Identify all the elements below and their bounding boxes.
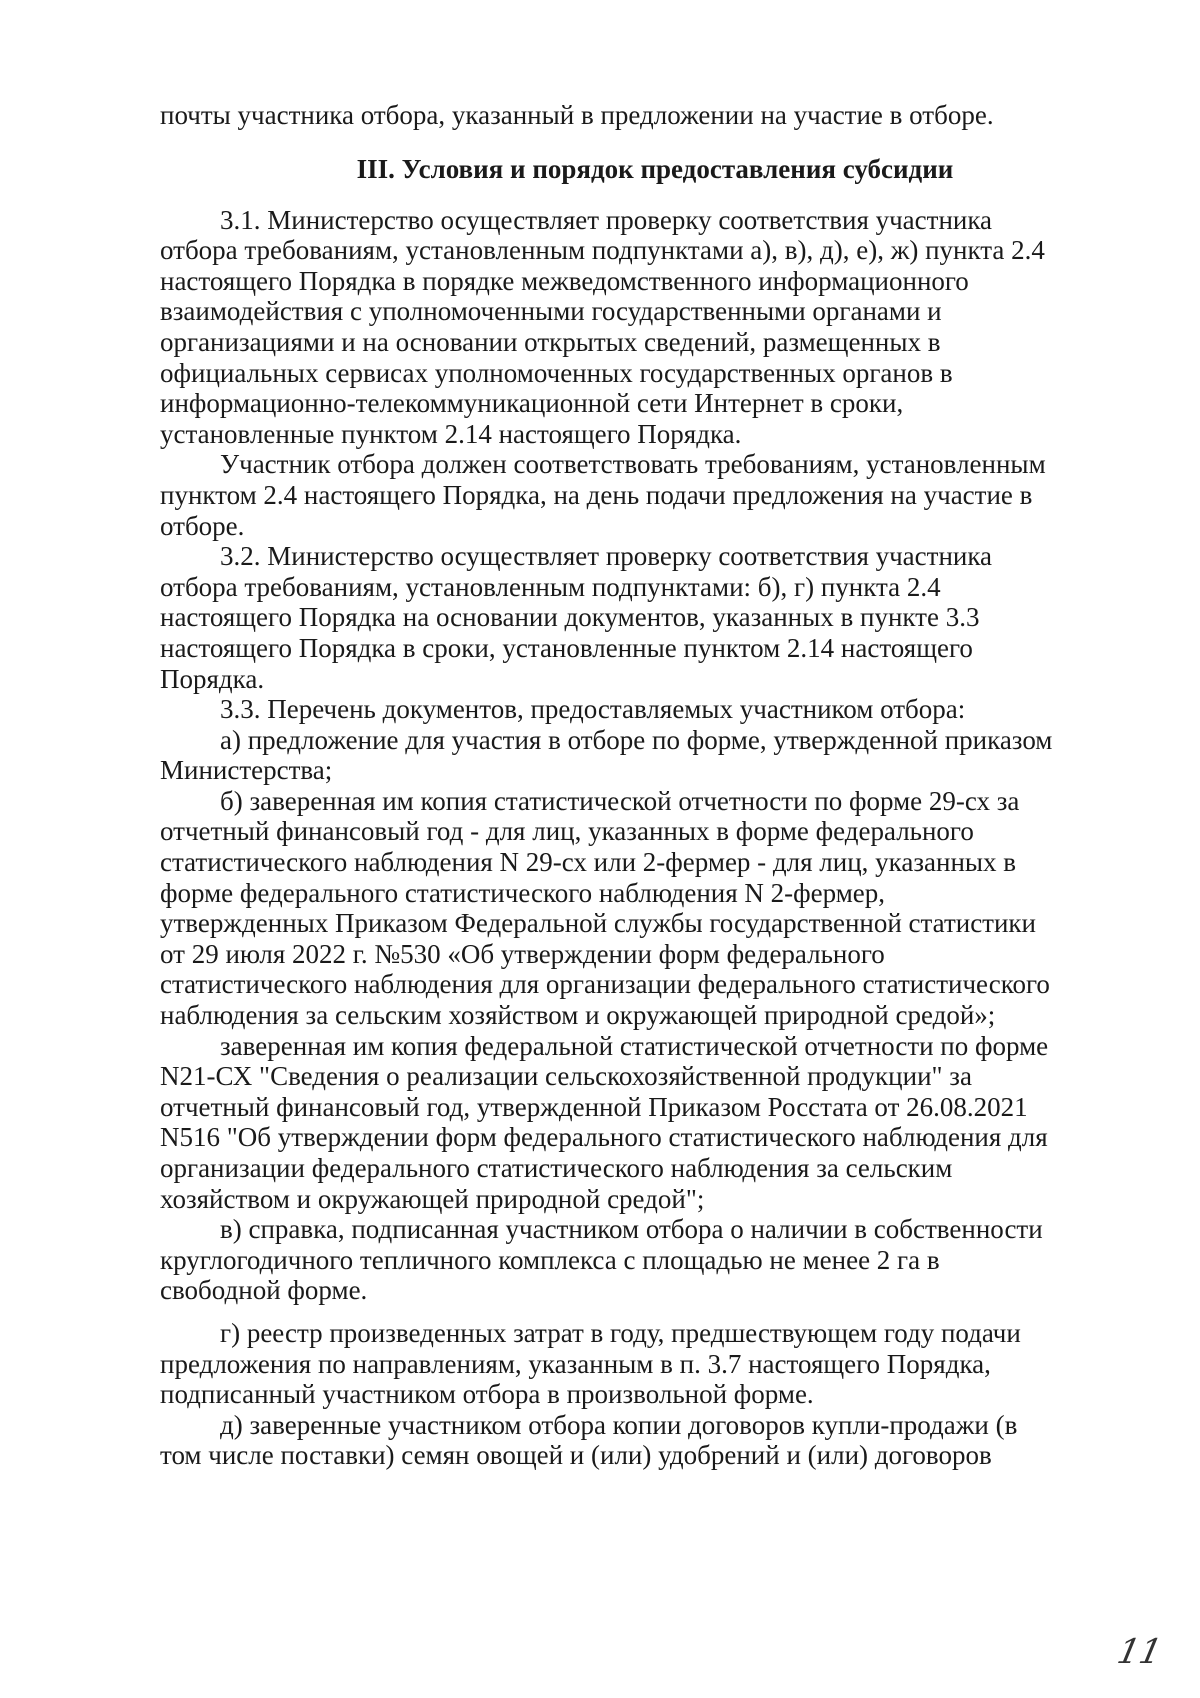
text-line: настоящего Порядка в порядке межведомственного информационного: [160, 265, 969, 296]
text-line: Порядка.: [160, 663, 265, 694]
text-line: утвержденных Приказом Федеральной службы государственной статистики: [160, 908, 1036, 939]
list-item-d: [160, 1410, 1110, 1471]
text-line: д) заверенные участником отбора копии договоров купли-продажи (в: [220, 1409, 1018, 1440]
text-line: заверенная им копия федеральной статистической отчетности по форме: [220, 1030, 1049, 1061]
text-line: отборе.: [160, 510, 245, 541]
carryover-line: почты участника отбора, указанный в предложении на участие в отборе.: [160, 100, 994, 130]
text-line: Участник отбора должен соответствовать требованиям, установленным: [220, 449, 1046, 480]
text-line: от 29 июля 2022 г. №530 «Об утверждении форм федерального: [160, 938, 885, 969]
text-line: пунктом 2.4 настоящего Порядка, на день подачи предложения на участие в: [160, 479, 1033, 510]
text-line: 3.3. Перечень документов, предоставляемых участником отбора:: [220, 694, 966, 725]
text-line: настоящего Порядка на основании документов, указанных в пункте 3.3: [160, 602, 980, 633]
text-line: организациями и на основании открытых сведений, размещенных в: [160, 326, 941, 357]
text-line: хозяйством и окружающей природной средой";: [160, 1183, 705, 1214]
text-line: свободной форме.: [160, 1275, 368, 1306]
text-line: N21-СХ "Сведения о реализации сельскохозяйственной продукции" за: [160, 1061, 972, 1092]
document-page: [160, 100, 1110, 1471]
text-line: наблюдения за сельским хозяйством и окружающей природной средой»;: [160, 1000, 996, 1031]
text-line: установленные пунктом 2.14 настоящего Порядка.: [160, 418, 742, 449]
page-number: 11: [1113, 1632, 1166, 1672]
text-line: г) реестр произведенных затрат в году, предшествующем году подачи: [220, 1317, 1021, 1348]
text-line: Министерства;: [160, 755, 333, 786]
paragraph-3-3: [160, 694, 1110, 725]
text-line: статистического наблюдения N 29-сх или 2-фермер - для лиц, указанных в: [160, 847, 1017, 878]
text-line: взаимодействия с уполномоченными государственными органами и: [160, 296, 942, 327]
text-line: в) справка, подписанная участником отбора о наличии в собственности: [220, 1214, 1043, 1245]
text-line: отчетный финансовый год - для лиц, указанных в форме федерального: [160, 816, 974, 847]
text-line: организации федерального статистического наблюдения за сельским: [160, 1153, 953, 1183]
text-line: официальных сервисах уполномоченных государственных органов в: [160, 357, 953, 388]
text-line: том числе поставки) семян овощей и (или) удобрений и (или) договоров: [160, 1440, 992, 1471]
text-line: N516 "Об утверждении форм федерального статистического наблюдения для: [160, 1122, 1048, 1153]
text-line: информационно-телекоммуникационной сети Интернет в сроки,: [160, 388, 904, 419]
paragraph-3-2: [160, 541, 1110, 694]
list-item-v: [160, 1214, 1110, 1306]
paragraph-3-1: [160, 205, 1110, 450]
text-line: настоящего Порядка в сроки, установленные пунктом 2.14 настоящего: [160, 632, 973, 663]
text-line: 3.1. Министерство осуществляет проверку соответствия участника: [220, 204, 993, 235]
text-line: 3.2. Министерство осуществляет проверку соответствия участника: [220, 541, 993, 572]
paragraph-certified-copy: [160, 1031, 1110, 1215]
text-line: круглогодичного тепличного комплекса с площадью не менее 2 га в: [160, 1244, 940, 1275]
text-line: форме федерального статистического наблюдения N 2-фермер,: [160, 877, 886, 908]
text-line: б) заверенная им копия статистической отчетности по форме 29-сх за: [220, 785, 1020, 816]
text-line: отбора требованиям, установленным подпунктами: б), г) пункта 2.4: [160, 571, 941, 602]
list-item-a: [160, 725, 1110, 786]
list-item-b: [160, 786, 1110, 1031]
text-line: отбора требованиям, установленным подпунктами а), в), д), е), ж) пункта 2.4: [160, 235, 1045, 266]
text-line: статистического наблюдения для организации федерального статистического: [160, 969, 1050, 1000]
text-line: подписанный участником отбора в произвольной форме.: [160, 1379, 814, 1410]
list-item-g: [160, 1318, 1110, 1410]
text-line: а) предложение для участия в отборе по форме, утвержденной приказом: [220, 724, 1053, 755]
text-line: отчетный финансовый год, утвержденной Приказом Росстата от 26.08.2021: [160, 1091, 1028, 1122]
text-line: предложения по направлениям, указанным в п. 3.7 настоящего Порядка,: [160, 1348, 991, 1379]
section-heading: III. Условия и порядок предоставления субсидии: [356, 153, 954, 184]
paragraph-requirement: [160, 449, 1110, 541]
